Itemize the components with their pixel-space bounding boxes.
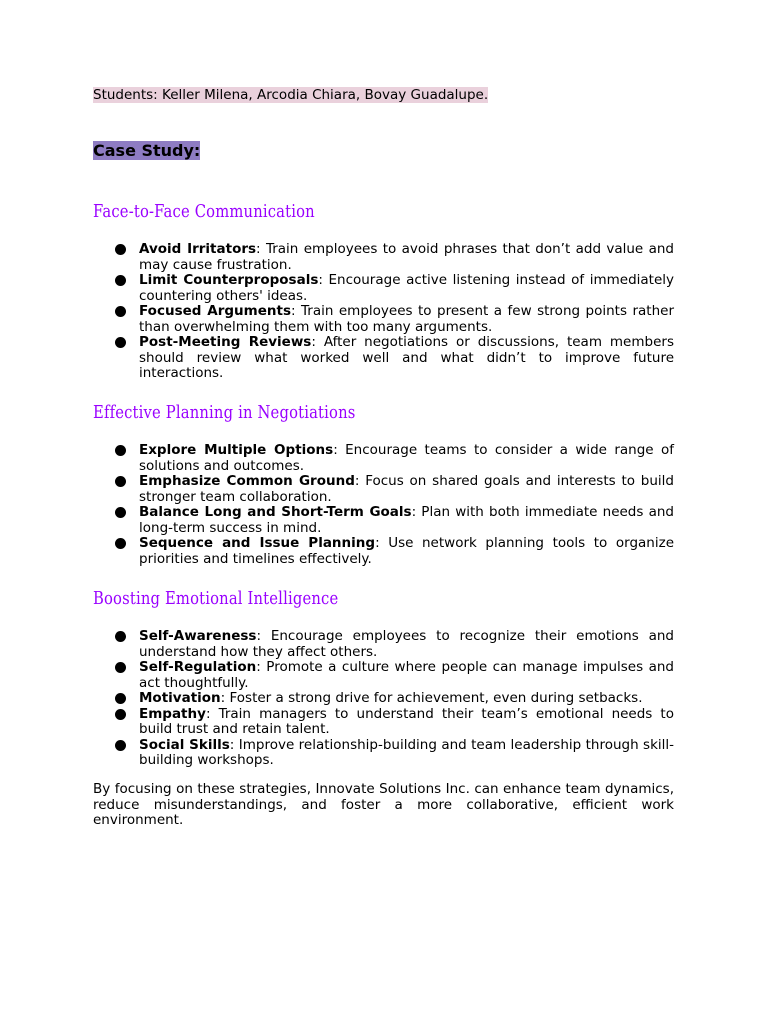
item-term: Sequence and Issue Planning: [139, 535, 376, 551]
bullet-icon: [115, 445, 126, 456]
list-item: [93, 691, 674, 707]
case-study-heading: [93, 140, 200, 161]
item-text: : Encourage employees to recognize their emotions and understand how they affect others.: [139, 628, 674, 660]
list-face-to-face: [93, 242, 674, 382]
list-emotional-intelligence: [93, 629, 674, 769]
list-item: [93, 304, 674, 335]
bullet-icon: [115, 631, 126, 642]
bullet-icon: [115, 507, 126, 518]
bullet-icon: [115, 693, 126, 704]
item-text: : Improve relationship-building and team leadership through skill-building workshops.: [139, 736, 675, 768]
closing-paragraph: By focusing on these strategies, Innovate Solutions Inc. can enhance team dynamics, reduce misunderstandings, and foster a more collaborative, efficient work environment.: [93, 781, 674, 828]
bullet-icon: [115, 662, 126, 673]
item-term: Self-Regulation: [139, 659, 257, 675]
bullet-icon: [115, 709, 126, 720]
item-text: : Encourage active listening instead of immediately countering others' ideas.: [139, 272, 674, 304]
list-item: [93, 660, 674, 691]
item-text: : Foster a strong drive for achievement, even during setbacks.: [220, 690, 643, 706]
list-item: [93, 629, 674, 660]
section-title-face-to-face: Face-to-Face Communication: [93, 201, 315, 222]
item-term: Social Skills: [139, 736, 230, 753]
item-text: : Focus on shared goals and interests to build stronger team collaboration.: [139, 473, 674, 505]
list-item: [93, 707, 674, 738]
bullet-icon: [115, 275, 126, 286]
section-title-planning: Effective Planning in Negotiations: [93, 402, 356, 423]
item-text: : Train managers to understand their team’s emotional needs to build trust and retain talent.: [139, 705, 674, 737]
item-text: : Use network planning tools to organize priorities and timelines effectively.: [139, 535, 674, 567]
item-term: Focused Arguments: [139, 303, 291, 319]
case-study-text: Case Study:: [93, 141, 201, 160]
item-term: Limit Counterproposals: [139, 272, 319, 288]
item-text: : Train employees to present a few strong points rather than overwhelming them with too many arguments.: [139, 303, 674, 335]
item-term: Emphasize Common Ground: [139, 473, 355, 489]
students-line: [93, 86, 488, 104]
list-item: [93, 443, 674, 474]
item-term: Empathy: [139, 705, 206, 722]
item-text: : Promote a culture where people can manage impulses and act thoughtfully.: [139, 659, 674, 691]
section-title-emotional-intelligence: Boosting Emotional Intelligence: [93, 588, 339, 609]
list-item: [93, 242, 674, 273]
bullet-icon: [115, 337, 126, 348]
item-text: : After negotiations or discussions, team members should review what worked well and what didn’t to improve future interactions.: [139, 334, 674, 381]
list-item: [93, 474, 674, 505]
list-planning: [93, 443, 674, 567]
item-term: Motivation: [139, 690, 221, 706]
list-item: [93, 505, 674, 536]
item-text: : Plan with both immediate needs and long-term success in mind.: [139, 504, 674, 536]
students-text: Students: Keller Milena, Arcodia Chiara, Bovay Guadalupe.: [93, 87, 489, 103]
item-text: : Train employees to avoid phrases that don’t add value and may cause frustration.: [139, 241, 674, 273]
list-item: [93, 335, 674, 382]
list-item: [93, 536, 674, 567]
bullet-icon: [115, 306, 126, 317]
bullet-icon: [115, 740, 126, 751]
list-item: [93, 738, 674, 769]
item-term: Post-Meeting Reviews: [139, 334, 312, 350]
bullet-icon: [115, 244, 126, 255]
item-term: Avoid Irritators: [139, 241, 257, 257]
item-term: Self-Awareness: [139, 628, 257, 644]
bullet-icon: [115, 538, 126, 549]
item-term: Balance Long and Short-Term Goals: [139, 504, 412, 520]
bullet-icon: [115, 476, 126, 487]
item-text: : Encourage teams to consider a wide range of solutions and outcomes.: [139, 442, 674, 474]
list-item: [93, 273, 674, 304]
item-term: Explore Multiple Options: [139, 442, 334, 458]
